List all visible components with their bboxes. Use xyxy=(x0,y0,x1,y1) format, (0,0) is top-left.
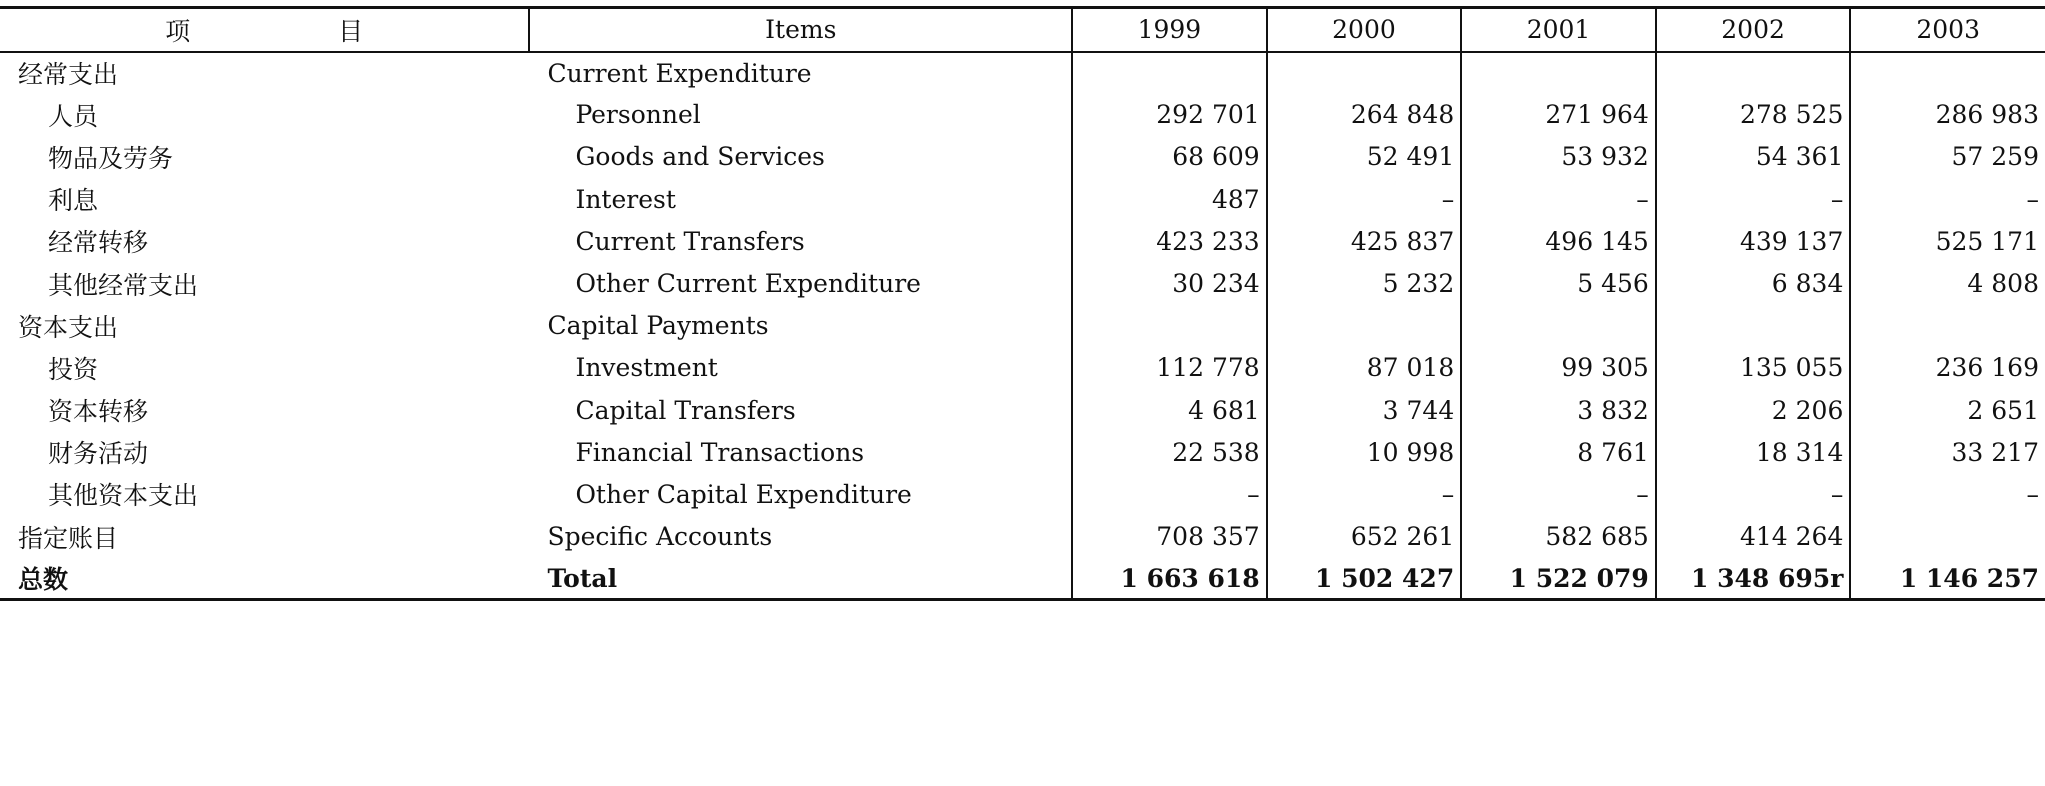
row-value-2000 xyxy=(1267,52,1462,94)
table-row xyxy=(0,52,2045,94)
row-value-2001 xyxy=(1461,52,1656,94)
total-row xyxy=(0,558,2045,600)
total-value-1999: 1 663 618 xyxy=(1072,558,1267,600)
row-value-1999: 708 357 xyxy=(1072,516,1267,558)
table-row xyxy=(0,94,2045,136)
row-value-2003: 286 983 xyxy=(1850,94,2045,136)
header-items-chinese: 项 目 xyxy=(0,8,529,52)
header-items-english: Items xyxy=(529,8,1072,52)
row-label-english: Financial Transactions xyxy=(575,437,865,467)
row-value-2002: – xyxy=(1656,473,1851,515)
row-value-2002 xyxy=(1656,52,1851,94)
row-label-chinese: 资本支出 xyxy=(18,312,119,342)
row-value-2001: 8 761 xyxy=(1461,431,1656,473)
row-label-chinese: 物品及劳务 xyxy=(48,143,174,173)
row-value-2002: 278 525 xyxy=(1656,94,1851,136)
row-value-2000: 264 848 xyxy=(1267,94,1462,136)
row-label-english: Investment xyxy=(575,353,718,383)
row-value-2001: – xyxy=(1461,178,1656,220)
row-value-2001: 5 456 xyxy=(1461,262,1656,304)
row-value-2001: – xyxy=(1461,473,1656,515)
row-value-2001: 271 964 xyxy=(1461,94,1656,136)
row-value-2000: – xyxy=(1267,178,1462,220)
row-label-chinese: 经常转移 xyxy=(48,228,149,258)
row-value-2003: 236 169 xyxy=(1850,347,2045,389)
row-value-2001: 99 305 xyxy=(1461,347,1656,389)
total-label-english: Total xyxy=(529,558,1072,600)
table-row xyxy=(0,347,2045,389)
row-value-2000: 52 491 xyxy=(1267,136,1462,178)
row-label-english: Capital Transfers xyxy=(575,395,796,425)
row-label-english: Specific Accounts xyxy=(547,522,773,552)
row-value-2000: 10 998 xyxy=(1267,431,1462,473)
row-value-2000: 425 837 xyxy=(1267,220,1462,262)
row-value-2000: 3 744 xyxy=(1267,389,1462,431)
total-value-2001: 1 522 079 xyxy=(1461,558,1656,600)
row-value-2003: 57 259 xyxy=(1850,136,2045,178)
row-label-chinese: 投资 xyxy=(48,354,99,384)
header-year-2000: 2000 xyxy=(1267,8,1462,52)
row-value-2002: 6 834 xyxy=(1656,262,1851,304)
row-value-1999: – xyxy=(1072,473,1267,515)
row-value-2000: 652 261 xyxy=(1267,516,1462,558)
row-value-2000: – xyxy=(1267,473,1462,515)
total-value-2000: 1 502 427 xyxy=(1267,558,1462,600)
row-label-english: Current Expenditure xyxy=(547,58,812,88)
row-value-2003: 4 808 xyxy=(1850,262,2045,304)
row-label-chinese: 指定账目 xyxy=(18,523,119,553)
row-label-english: Other Current Expenditure xyxy=(575,269,921,299)
table-row xyxy=(0,305,2045,347)
row-value-2000 xyxy=(1267,305,1462,347)
row-label-english: Goods and Services xyxy=(575,142,825,172)
table-row xyxy=(0,220,2045,262)
expenditure-table-container xyxy=(0,6,2045,601)
row-value-2003: – xyxy=(1850,178,2045,220)
row-value-2002: 135 055 xyxy=(1656,347,1851,389)
row-value-2002: 414 264 xyxy=(1656,516,1851,558)
row-value-1999: 30 234 xyxy=(1072,262,1267,304)
row-value-2001: 582 685 xyxy=(1461,516,1656,558)
row-label-chinese: 财务活动 xyxy=(48,439,149,469)
row-value-2000: 5 232 xyxy=(1267,262,1462,304)
row-value-2001: 496 145 xyxy=(1461,220,1656,262)
table-row xyxy=(0,431,2045,473)
row-value-2001: 53 932 xyxy=(1461,136,1656,178)
row-value-1999 xyxy=(1072,305,1267,347)
row-value-1999: 487 xyxy=(1072,178,1267,220)
row-value-2001 xyxy=(1461,305,1656,347)
row-value-2002 xyxy=(1656,305,1851,347)
table-row xyxy=(0,473,2045,515)
table-body xyxy=(0,52,2045,600)
row-value-2000: 87 018 xyxy=(1267,347,1462,389)
row-label-chinese: 经常支出 xyxy=(18,60,119,90)
row-label-english: Capital Payments xyxy=(547,311,769,341)
row-value-2002: 439 137 xyxy=(1656,220,1851,262)
row-value-2003 xyxy=(1850,52,2045,94)
row-value-1999: 4 681 xyxy=(1072,389,1267,431)
row-label-chinese: 人员 xyxy=(48,101,99,131)
table-header-row xyxy=(0,8,2045,52)
row-label-english: Interest xyxy=(575,184,676,214)
row-value-2001: 3 832 xyxy=(1461,389,1656,431)
row-value-2003: – xyxy=(1850,473,2045,515)
row-value-2003: 2 651 xyxy=(1850,389,2045,431)
row-value-2003: 525 171 xyxy=(1850,220,2045,262)
row-value-1999 xyxy=(1072,52,1267,94)
row-value-2003 xyxy=(1850,305,2045,347)
row-value-1999: 112 778 xyxy=(1072,347,1267,389)
row-label-english: Other Capital Expenditure xyxy=(575,479,912,509)
row-value-1999: 68 609 xyxy=(1072,136,1267,178)
table-row xyxy=(0,262,2045,304)
total-value-2002: 1 348 695r xyxy=(1656,558,1851,600)
expenditure-table xyxy=(0,6,2045,601)
row-label-english: Current Transfers xyxy=(575,226,805,256)
row-value-1999: 22 538 xyxy=(1072,431,1267,473)
row-value-2003 xyxy=(1850,516,2045,558)
total-value-2003: 1 146 257 xyxy=(1850,558,2045,600)
header-year-1999: 1999 xyxy=(1072,8,1267,52)
row-label-english: Personnel xyxy=(575,100,701,130)
row-value-1999: 423 233 xyxy=(1072,220,1267,262)
table-row xyxy=(0,389,2045,431)
row-value-2002: 54 361 xyxy=(1656,136,1851,178)
row-value-2003: 33 217 xyxy=(1850,431,2045,473)
row-value-2002: – xyxy=(1656,178,1851,220)
total-label-chinese: 总数 xyxy=(0,558,529,600)
header-year-2001: 2001 xyxy=(1461,8,1656,52)
row-value-1999: 292 701 xyxy=(1072,94,1267,136)
table-row xyxy=(0,136,2045,178)
row-value-2002: 18 314 xyxy=(1656,431,1851,473)
row-label-chinese: 其他经常支出 xyxy=(48,270,199,300)
table-row xyxy=(0,516,2045,558)
table-row xyxy=(0,178,2045,220)
row-label-chinese: 其他资本支出 xyxy=(48,481,199,511)
row-value-2002: 2 206 xyxy=(1656,389,1851,431)
header-year-2002: 2002 xyxy=(1656,8,1851,52)
row-label-chinese: 资本转移 xyxy=(48,397,149,427)
header-year-2003: 2003 xyxy=(1850,8,2045,52)
row-label-chinese: 利息 xyxy=(48,186,99,216)
